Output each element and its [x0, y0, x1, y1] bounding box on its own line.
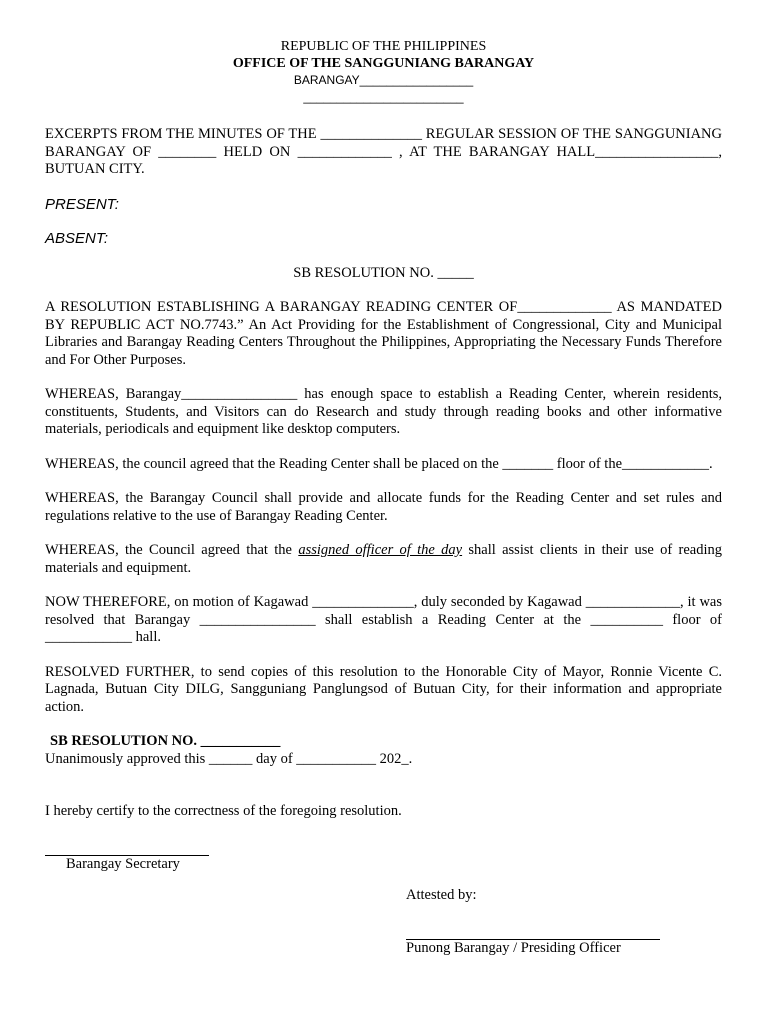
attested-by: Attested by: — [406, 886, 477, 903]
header-barangay-blank: ________________________ — [303, 90, 464, 104]
header-barangay: BARANGAY_________________ — [293, 73, 474, 87]
resolution-number: SB RESOLUTION NO. _____ — [293, 264, 474, 281]
secretary-signature — [45, 855, 209, 874]
whereas4-after: shall assist clients in their use of reading materials and equipment. — [45, 542, 722, 576]
approved-line: Unanimously approved this ______ day of ___________ 202_. — [45, 750, 413, 767]
presiding-title: Punong Barangay / Presiding Officer — [406, 939, 621, 956]
header-republic: REPUBLIC OF THE PHILIPPINES — [280, 39, 487, 54]
resolved-further-paragraph: RESOLVED FURTHER, to send copies of this resolution to the Honorable City of Mayor, Ronnie Vicente C. Lagnada, Butuan City DILG, Sangguniang Panglungsod of Butuan City, for their information and appropriate action. — [45, 663, 722, 715]
signature-block — [45, 821, 722, 961]
whereas-paragraph-3: WHEREAS, the Barangay Council shall provide and allocate funds for the Reading Center and set rules and regulations relative to the use of Barangay Reading Center. — [45, 490, 722, 524]
whereas4-before: WHEREAS, the Council agreed that the — [45, 542, 299, 558]
certify-line: I hereby certify to the correctness of the foregoing resolution. — [45, 803, 402, 819]
secretary-title: Barangay Secretary — [66, 855, 180, 872]
title-paragraph: A RESOLUTION ESTABLISHING A BARANGAY READING CENTER OF_____________ AS MANDATED BY REPUBLIC ACT NO.7743.” An Act Providing for the Establishment of Congressional, City and Municipal Libraries and Barangay Reading Centers Throughout the Philippines, Appropriating the Necessary Funds Therefore and For Other Purposes. — [45, 299, 722, 368]
presiding-signature — [406, 939, 660, 958]
whereas-paragraph-4 — [45, 542, 722, 577]
excerpts-paragraph: EXCERPTS FROM THE MINUTES OF THE ______________ REGULAR SESSION OF THE SANGGUNIANG BARANGAY OF ________ HELD ON _____________ , AT THE BARANGAY HALL_________________, BUTUAN CITY. — [45, 126, 722, 177]
footer-resolution-number: SB RESOLUTION NO. ___________ — [50, 733, 281, 749]
whereas-paragraph-2: WHEREAS, the council agreed that the Reading Center shall be placed on the _______ floor of the____________. — [45, 455, 713, 472]
header-office: OFFICE OF THE SANGGUNIANG BARANGAY — [232, 56, 535, 71]
whereas-paragraph-1: WHEREAS, Barangay________________ has enough space to establish a Reading Center, wherein residents, constituents, Students, and Visitors can do Research and study through reading books and other informative materials, periodicals and equipment like desktop computers. — [45, 386, 722, 437]
whereas4-emphasis: assigned officer of the day — [298, 542, 463, 558]
absent-label: ABSENT: — [45, 230, 109, 247]
now-therefore-paragraph: NOW THEREFORE, on motion of Kagawad ______________, duly seconded by Kagawad _____________, it was resolved that Barangay ________________ shall establish a Reading Center at the __________ floor of ____________ hall. — [45, 594, 722, 645]
present-label: PRESENT: — [45, 195, 119, 213]
resolution-document — [45, 38, 722, 961]
